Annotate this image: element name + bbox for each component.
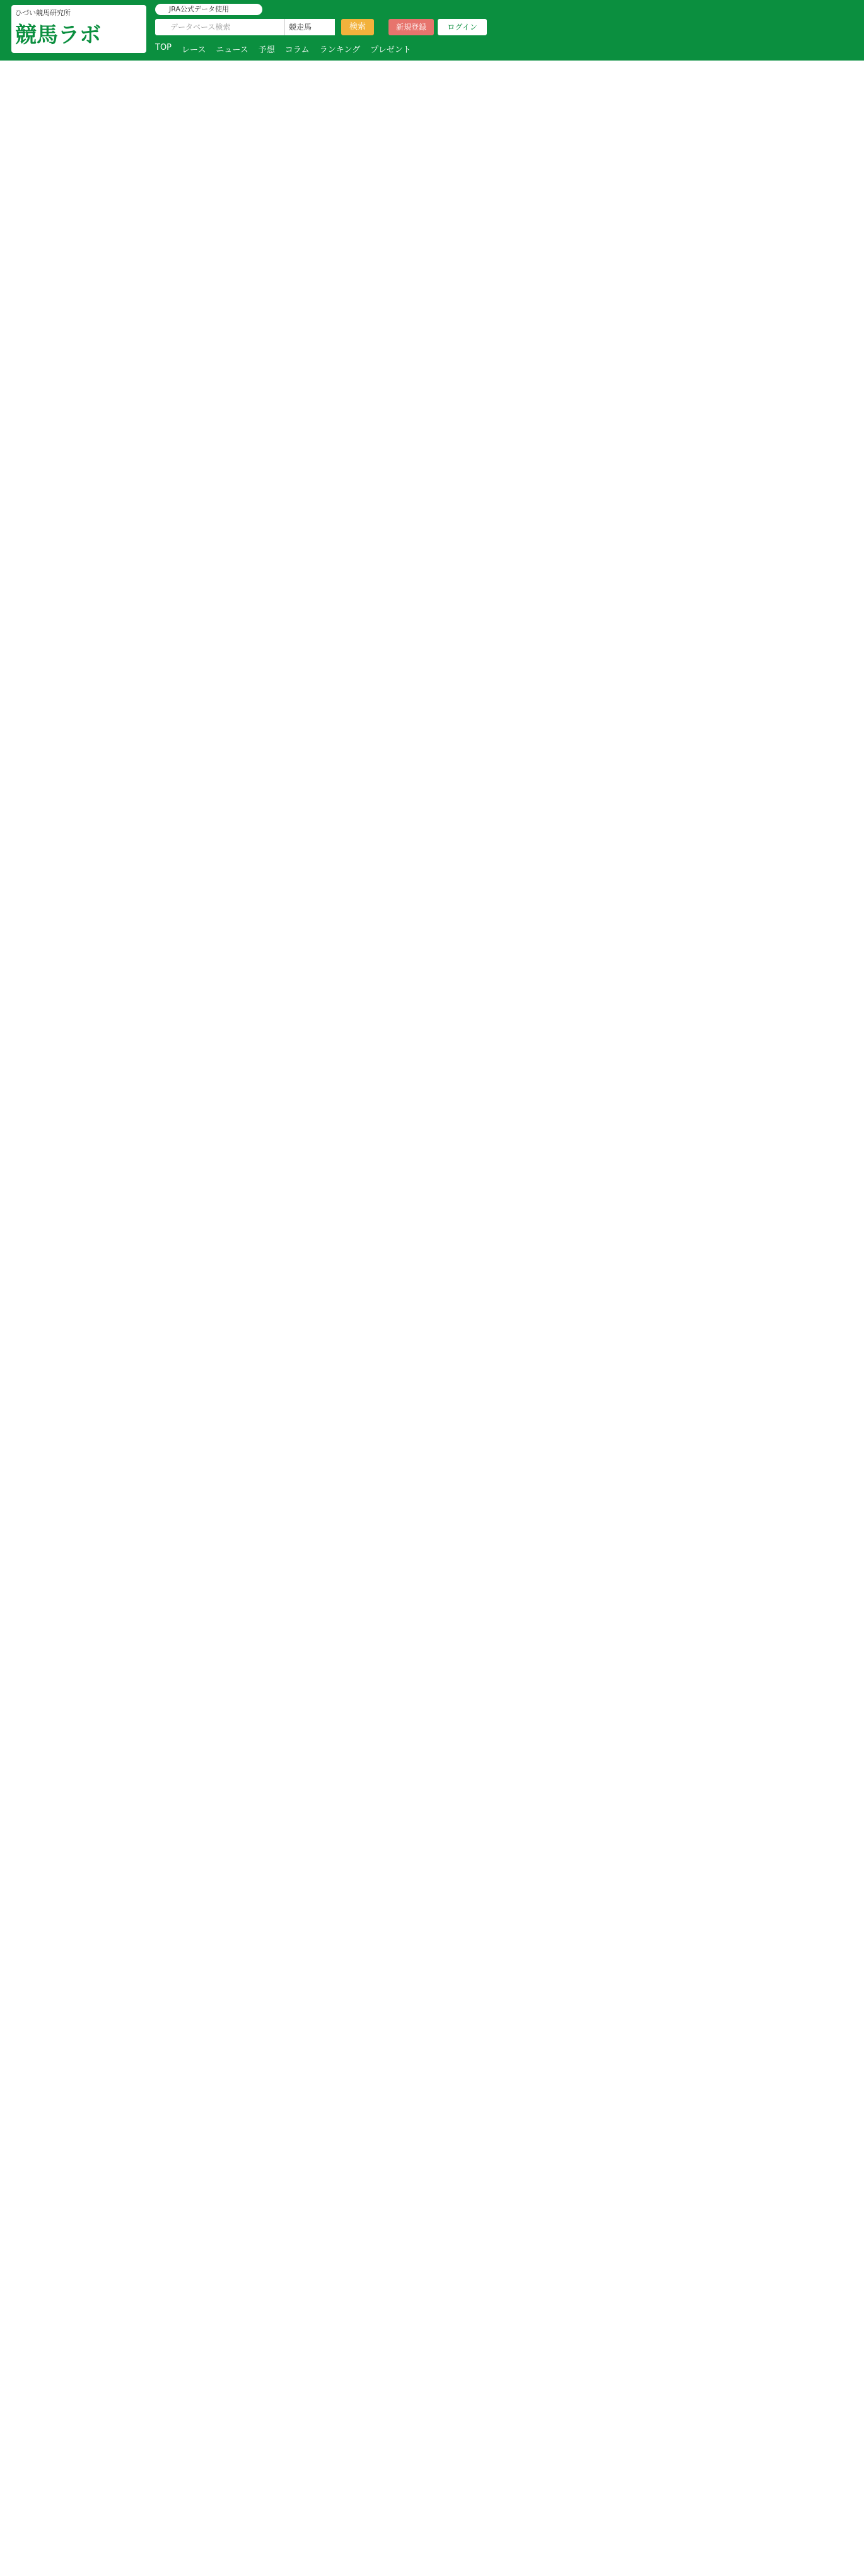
main-nav — [155, 43, 411, 55]
search-button[interactable]: 検索 — [341, 19, 374, 35]
login-button[interactable]: ログイン — [438, 19, 487, 35]
nav-item[interactable]: ランキング — [319, 45, 361, 55]
site-header — [0, 0, 864, 61]
logo-tagline: ひづい競馬研究所 — [15, 9, 71, 17]
nav-item[interactable]: ニュース — [216, 45, 248, 55]
nav-item[interactable]: コラム — [284, 45, 310, 55]
site-logo[interactable] — [11, 5, 146, 53]
nav-item[interactable]: レース — [182, 45, 206, 55]
search-input[interactable] — [155, 19, 335, 35]
logo-text: 競馬ラボ — [15, 23, 101, 48]
page — [0, 0, 864, 61]
jra-link[interactable]: JRA公式データ使用 — [155, 4, 262, 15]
register-button[interactable]: 新規登録 — [388, 19, 434, 35]
nav-item[interactable]: 予想 — [258, 45, 275, 55]
nav-item[interactable]: TOP — [155, 43, 172, 52]
search-select[interactable]: 競走馬 — [284, 19, 335, 35]
nav-item[interactable]: プレゼント — [370, 45, 411, 55]
search-placeholder: データベース検索 — [170, 23, 231, 32]
